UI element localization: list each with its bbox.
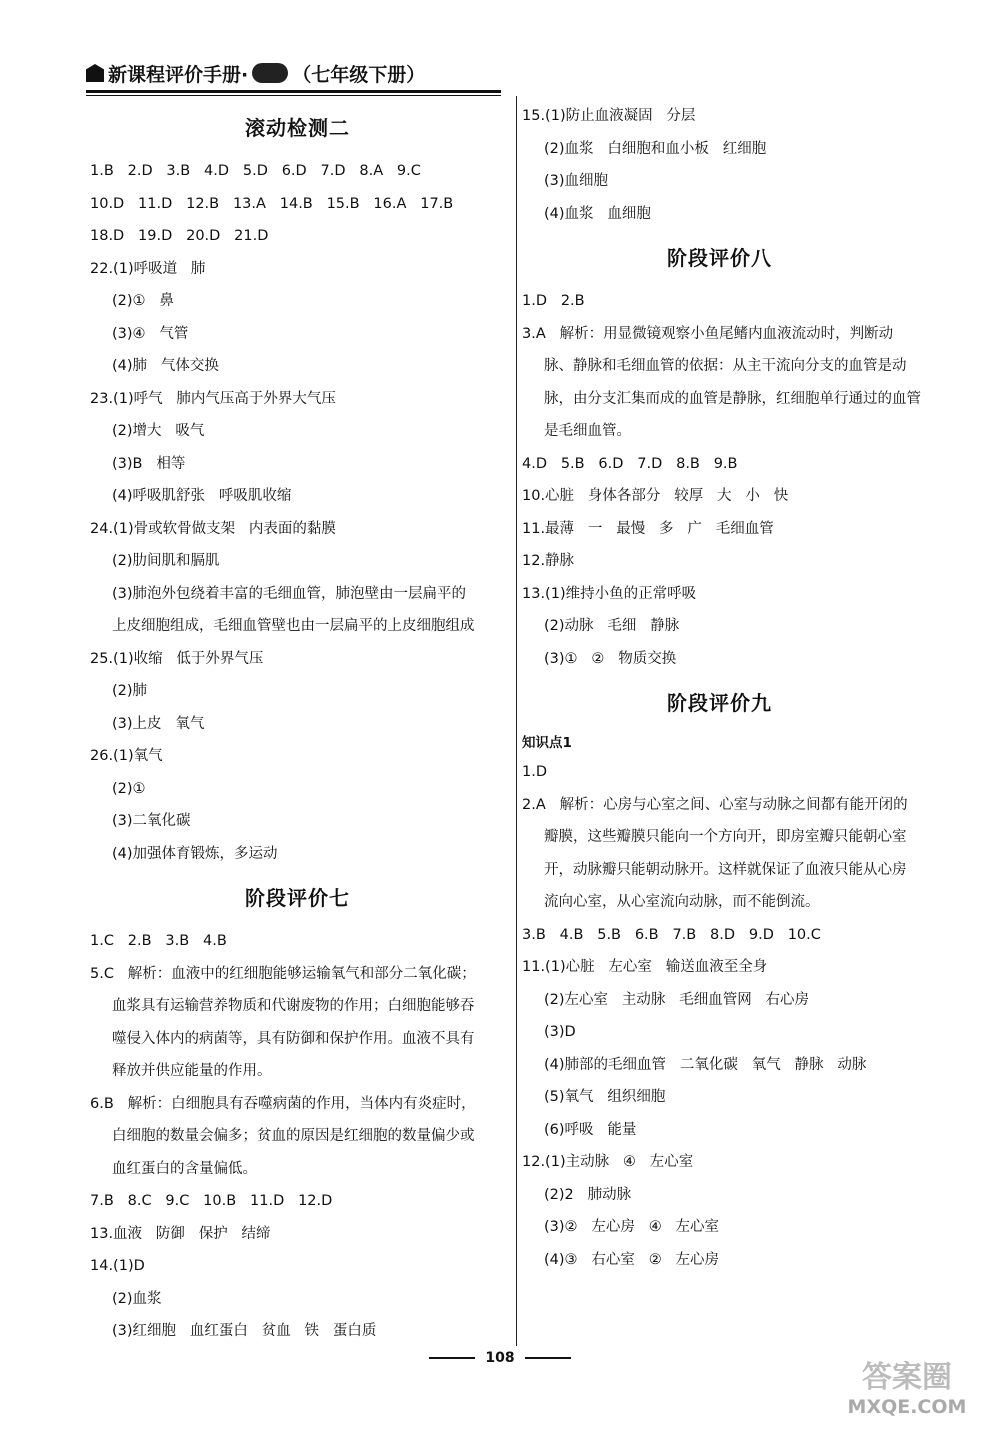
answer-line: 1.C 2.B 3.B 4.B [90, 933, 227, 949]
answer-line: 3.A 解析：用显微镜观察小鱼尾鳍内血液流动时，判断动 [522, 325, 894, 342]
footer-ornament-right [525, 1357, 571, 1359]
answer-line: 12.静脉 [522, 553, 575, 569]
left-column [90, 100, 505, 1348]
answer-list [522, 100, 917, 230]
answer-line: 瓣膜，这些瓣膜只能向一个方向开，即房室瓣只能朝心室 [544, 829, 907, 845]
watermark-url: MXQE.COM [847, 1396, 967, 1418]
answer-line: (3)D [544, 1024, 576, 1040]
answer-line: 1.D [522, 764, 547, 780]
watermark-text: 答案圈 [862, 1360, 952, 1395]
answer-line: 15.(1)防止血液凝固 分层 [522, 108, 696, 124]
answer-line: (2)增大 吸气 [112, 423, 205, 439]
answer-line: (6)呼吸 能量 [544, 1121, 637, 1138]
answer-line: (2)动脉 毛细 静脉 [544, 618, 680, 634]
answer-line: 3.B 4.B 5.B 6.B 7.B 8.D 9.D 10.C [522, 926, 821, 943]
answer-line: (3)上皮 氧气 [112, 715, 205, 732]
answer-line: 11.(1)心脏 左心室 输送血液至全身 [522, 959, 768, 975]
answer-line: 血浆具有运输营养物质和代谢废物的作用；白细胞能够吞 [112, 998, 475, 1014]
answer-line: (4)呼吸肌舒张 呼吸肌收缩 [112, 488, 292, 504]
answer-line: (5)氧气 组织细胞 [544, 1089, 666, 1105]
answer-line: 10.D 11.D 12.B 13.A 14.B 15.B 16.A 17.B [90, 195, 454, 212]
answer-line: 脉，由分支汇集而成的血管是静脉，红细胞单行通过的血管 [544, 390, 921, 407]
answer-line: (2)① 鼻 [112, 293, 174, 309]
footer-ornament-left [429, 1357, 475, 1359]
answer-line: 4.D 5.B 6.D 7.D 8.B 9.B [522, 455, 738, 472]
header-grade: （七年级下册） [292, 63, 426, 86]
answer-line: (4)肺部的毛细血管 二氧化碳 氧气 静脉 动脉 [544, 1056, 867, 1073]
answer-line: 11.最薄 一 最慢 多 广 毛细血管 [522, 520, 774, 537]
answer-line: (2)血浆 [112, 1290, 162, 1307]
answer-line: (2)2 肺动脉 [544, 1186, 632, 1203]
answer-line: 13.(1)维持小鱼的正常呼吸 [522, 585, 697, 602]
answer-line: 14.(1)D [90, 1258, 145, 1274]
page-header [86, 56, 506, 90]
answer-line: 1.D 2.B [522, 293, 585, 309]
answer-line: (4)血浆 血细胞 [544, 205, 651, 222]
watermark-logo [842, 1352, 972, 1422]
answer-list [522, 285, 921, 675]
book-logo-icon [86, 64, 104, 82]
answer-line: (3)① ② 物质交换 [544, 650, 677, 667]
answer-line: 7.B 8.C 9.C 10.B 11.D 12.D [90, 1193, 333, 1209]
series-logo [252, 63, 288, 83]
answer-line: (2)血浆 白细胞和血小板 红细胞 [544, 140, 767, 157]
knowledge-point-label: 知识点1 [522, 735, 572, 751]
answer-line: (3)② 左心房 ④ 左心室 [544, 1219, 720, 1235]
answer-line: (4)③ 右心室 ② 左心房 [544, 1251, 720, 1268]
answer-list [90, 925, 505, 1348]
answer-line: 13.血液 防御 保护 结缔 [90, 1225, 271, 1242]
answer-line: 24.(1)骨或软骨做支架 内表面的黏膜 [90, 520, 336, 537]
answer-line: (3)④ 气管 [112, 325, 189, 342]
answer-line: 25.(1)收缩 低于外界气压 [90, 650, 264, 667]
header-title: 新课程评价手册· [108, 63, 249, 86]
answer-line: 脉、静脉和毛细血管的依据：从主干流向分支的血管是动 [544, 358, 907, 374]
section-title: 阶段评价八 [667, 246, 772, 270]
page-number: 108 [485, 1350, 515, 1366]
answer-line: 22.(1)呼吸道 肺 [90, 260, 206, 277]
answer-line: 12.(1)主动脉 ④ 左心室 [522, 1154, 694, 1170]
answer-line: (2)肺 [112, 683, 148, 699]
answer-line: 是毛细血管。 [544, 423, 631, 439]
answer-line: 释放并供应能量的作用。 [112, 1063, 272, 1079]
answer-line: 10.心脏 身体各部分 较厚 大 小 快 [522, 488, 789, 504]
section-title: 滚动检测二 [245, 116, 350, 140]
answer-line: 18.D 19.D 20.D 21.D [90, 228, 269, 244]
answer-line: (3)血细胞 [544, 173, 609, 189]
answer-line: 血红蛋白的含量偏低。 [112, 1160, 257, 1177]
column-divider [516, 96, 517, 1346]
right-column [522, 100, 921, 1276]
header-rule [86, 90, 501, 93]
answer-line: 26.(1)氧气 [90, 748, 163, 764]
answer-line: (3)肺泡外包绕着丰富的毛细血管，肺泡壁由一层扁平的 [112, 585, 467, 602]
answer-line: (2)① [112, 780, 146, 797]
answer-list [90, 155, 505, 870]
answer-line: 噬侵入体内的病菌等，具有防御和保护作用。血液不具有 [112, 1030, 475, 1047]
answer-line: (4)肺 气体交换 [112, 358, 219, 374]
answer-line: 上皮细胞组成，毛细血管壁也由一层扁平的上皮细胞组成 [112, 618, 475, 634]
answer-line: (3)红细胞 血红蛋白 贫血 铁 蛋白质 [112, 1323, 377, 1339]
answer-line: (3)B 相等 [112, 455, 186, 472]
answer-line: (3)二氧化碳 [112, 813, 191, 829]
section-title: 阶段评价七 [245, 886, 350, 910]
answer-line: 5.C 解析：血液中的红细胞能够运输氧气和部分二氧化碳； [90, 965, 476, 982]
answer-line: 6.B 解析：白细胞具有吞噬病菌的作用，当体内有炎症时， [90, 1095, 476, 1112]
answer-line: 23.(1)呼气 肺内气压高于外界大气压 [90, 390, 336, 407]
header-rule-thin [86, 95, 501, 96]
answer-line: 2.A 解析：心房与心室之间、心室与动脉之间都有能开闭的 [522, 796, 908, 813]
answer-line: 白细胞的数量会偏多；贫血的原因是红细胞的数量偏少或 [112, 1128, 475, 1144]
answer-line: 1.B 2.D 3.B 4.D 5.D 6.D 7.D 8.A 9.C [90, 163, 421, 179]
answer-line: 开，动脉瓣只能朝动脉开。这样就保证了血液只能从心房 [544, 861, 907, 878]
answer-line: (2)左心室 主动脉 毛细血管网 右心房 [544, 991, 810, 1008]
answer-line: (2)肋间肌和膈肌 [112, 553, 220, 569]
answer-line: 流向心室，从心室流向动脉，而不能倒流。 [544, 894, 820, 910]
answer-list [522, 756, 917, 1276]
section-title: 阶段评价九 [667, 691, 772, 715]
answer-line: (4)加强体育锻炼，多运动 [112, 845, 278, 862]
